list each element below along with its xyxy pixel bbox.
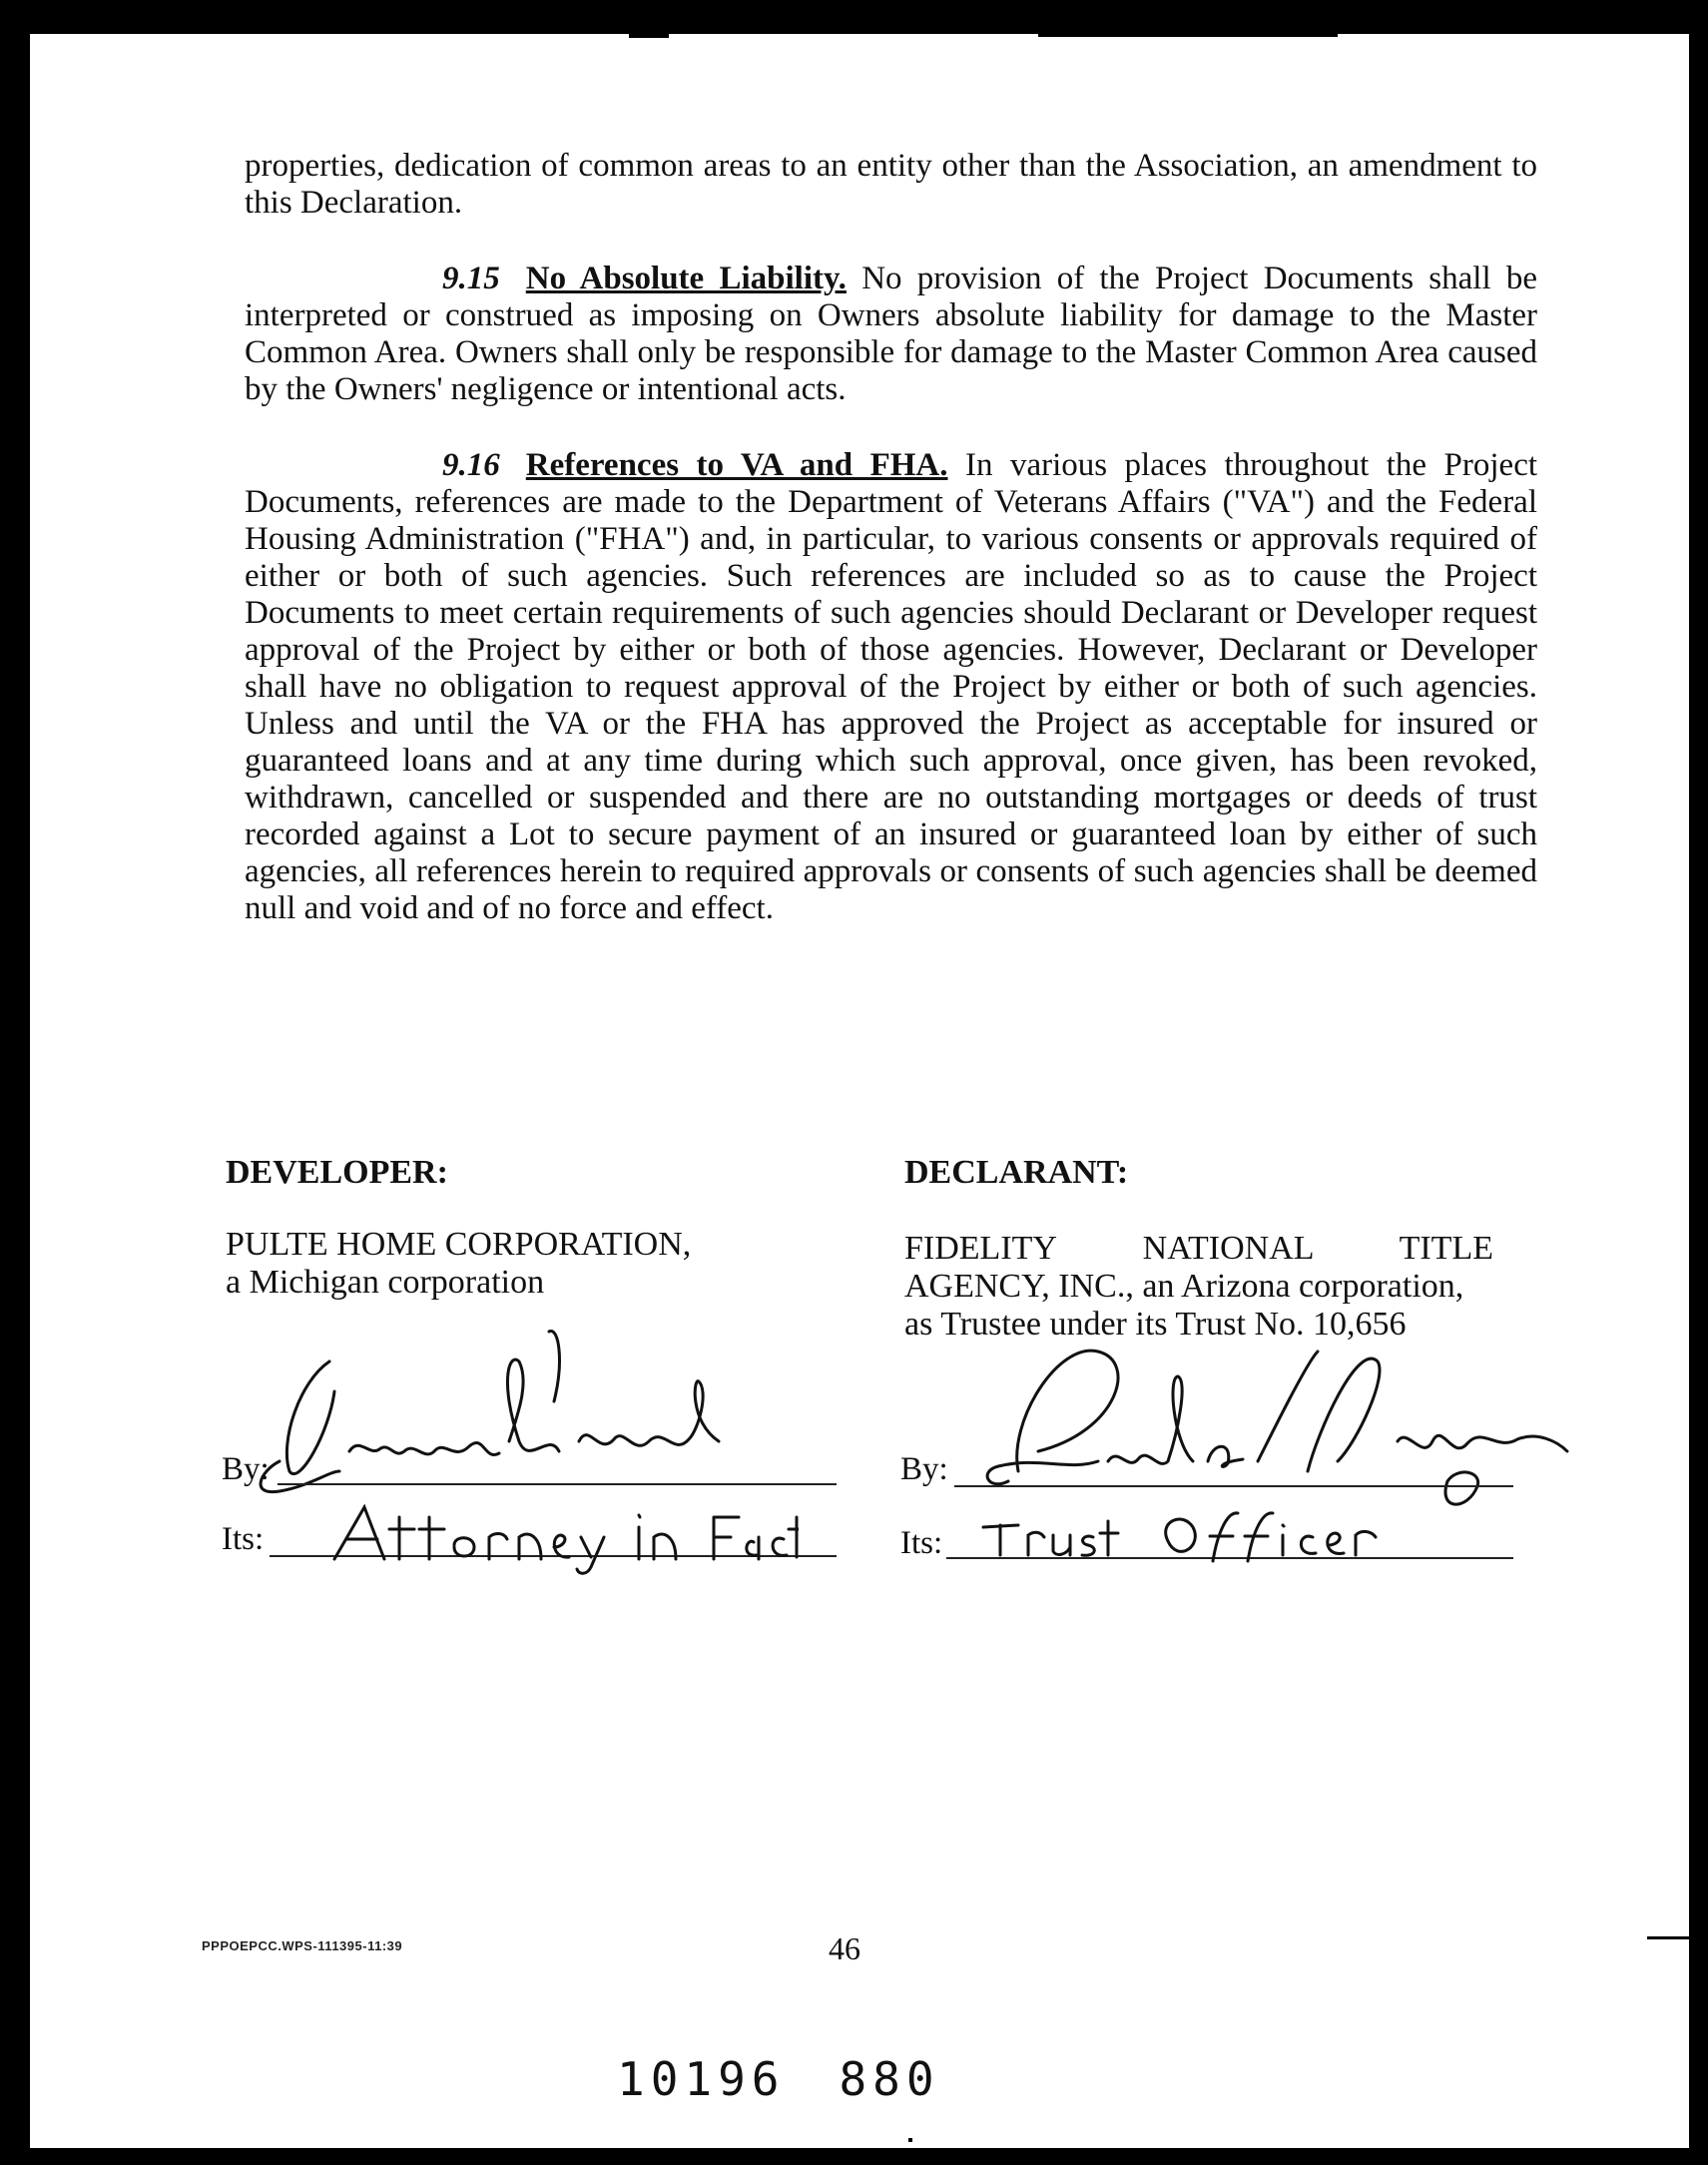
- declarant-by-label: By:: [900, 1451, 948, 1487]
- scan-speck: [629, 34, 669, 38]
- developer-by-line: [278, 1483, 837, 1485]
- developer-signature-image: [220, 1322, 839, 1501]
- declarant-its-handwriting: [978, 1491, 1398, 1575]
- scan-border-top: [0, 0, 1708, 34]
- developer-heading: DEVELOPER:: [226, 1154, 448, 1191]
- declarant-heading: DECLARANT:: [904, 1154, 1129, 1191]
- section-number: 9.15: [442, 261, 500, 296]
- declarant-signature-image: [978, 1322, 1577, 1511]
- section-number: 9.16: [442, 447, 500, 483]
- page-number: 46: [829, 1930, 860, 1966]
- footer-file-code: PPPOEPCC.WPS-111395-11:39: [202, 1938, 403, 1953]
- declarant-description-line2: as Trustee under its Trust No. 10,656: [904, 1306, 1407, 1343]
- recording-stamp: [617, 2052, 940, 2106]
- declarant-by-line: [954, 1485, 1513, 1487]
- section-9-15: [245, 261, 1537, 408]
- developer-its-handwriting: [329, 1497, 799, 1577]
- developer-name: PULTE HOME CORPORATION,: [226, 1226, 692, 1263]
- declarant-name: FIDELITY NATIONAL TITLE: [904, 1230, 1493, 1267]
- scan-speck: [1647, 1936, 1689, 1939]
- stamp-left-number: 10196: [617, 2052, 786, 2106]
- scan-speck: [908, 2138, 912, 2142]
- section-9-16: [245, 447, 1537, 927]
- declarant-its-label: Its:: [900, 1525, 943, 1561]
- section-text: No provision of the Project Documents shall be interpreted or construed as imposing on Owners absolute liability for damage to the Master Common Area. Owners shall only be responsible for damage to the Master Common Area caused by the Owners' negligence or intentional acts.: [245, 261, 1538, 407]
- scan-speck: [1038, 34, 1338, 37]
- declarant-description-line1: AGENCY, INC., an Arizona corporation,: [904, 1268, 1464, 1305]
- stamp-right-number: 880: [839, 2052, 940, 2106]
- document-page: [30, 34, 1689, 2148]
- paragraph-continuation: properties, dedication of common areas to an entity other than the Association, an amendment to this Declaration.: [245, 148, 1537, 221]
- developer-description: a Michigan corporation: [226, 1264, 545, 1301]
- section-title: No Absolute Liability.: [525, 261, 847, 296]
- section-text: In various places throughout the Project Documents, references are made to the Department of Veterans Affairs ("VA") and the Federal Housing Administration ("FHA") and, in particular, to various consents or approvals required of either or both of such agencies. Such references are included so as to cause the Project Documents to meet certain requirements of such agencies should Declarant or Developer request approval of the Project by either or both of those agencies. However, Declarant or Developer shall have no obligation to request approval of the Project by either or both of such agencies. Unless and until the VA or the FHA has approved the Project as acceptable for insured or guaranteed loans and at any time during which such approval, once given, has been revoked, withdrawn, cancelled or suspended and there are no outstanding mortgages or deeds of trust recorded against a Lot to secure payment of an insured or guaranteed loan by either of such agencies, all references herein to required approvals or consents of such agencies shall be deemed null and void and of no force and effect.: [245, 447, 1538, 926]
- developer-by-label: By:: [222, 1451, 270, 1487]
- developer-its-label: Its:: [222, 1521, 265, 1557]
- section-title: References to VA and FHA.: [525, 447, 948, 483]
